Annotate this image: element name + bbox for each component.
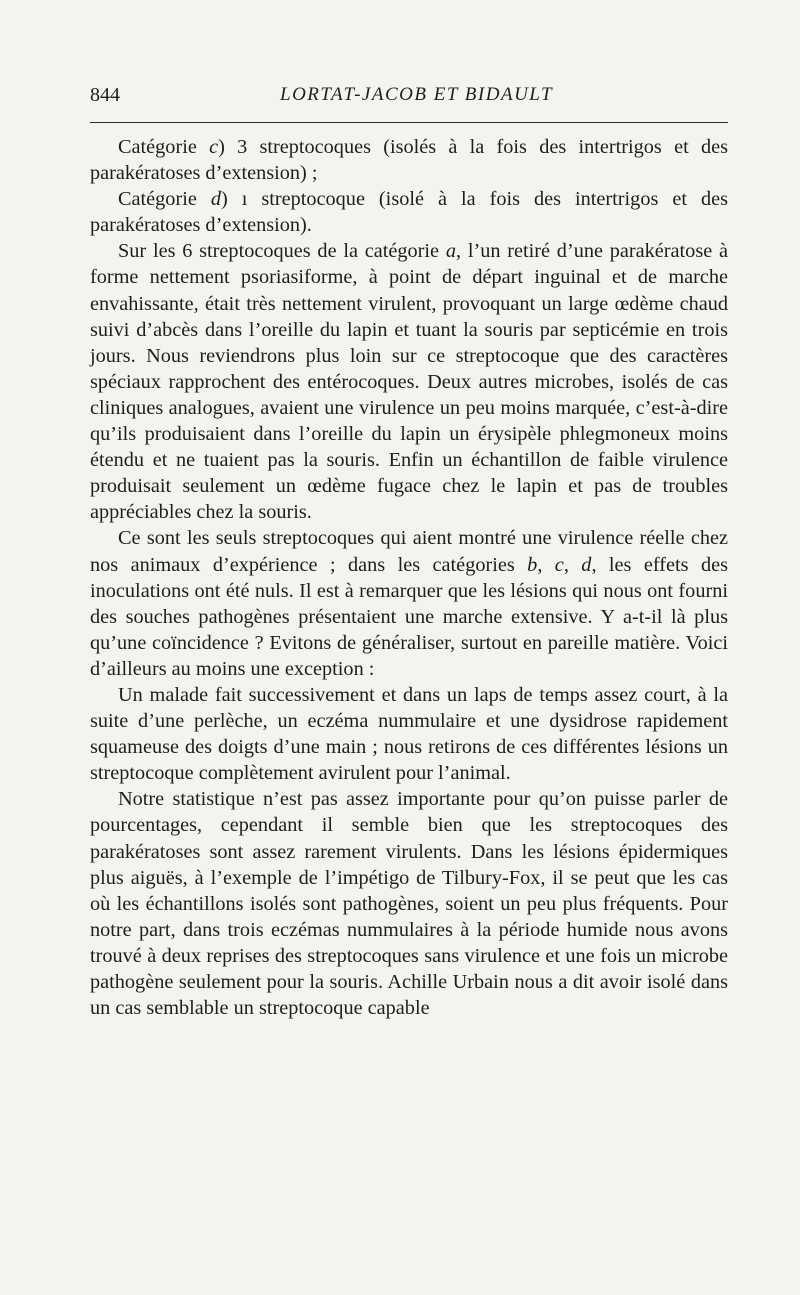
- italic-letter: c: [209, 136, 219, 158]
- body-text: [90, 134, 728, 1021]
- running-title: LORTAT-JACOB ET BIDAULT: [280, 84, 554, 105]
- italic-letter: d: [210, 188, 221, 211]
- paragraph-categorie-c: [90, 134, 728, 186]
- text-span: ,: [563, 553, 582, 576]
- text-span: Ce sont les seuls streptocoques qui aient montré une virulence réelle chez nos animaux d’expérience ; dans les catégories: [90, 527, 728, 576]
- italic-letter: a: [445, 240, 456, 263]
- text-span: Catégorie: [118, 136, 210, 158]
- book-page: [90, 84, 728, 1020]
- text-span: Catégorie: [118, 188, 211, 211]
- text-span: , l’un retiré d’une parakératose à forme nettement psoriasiforme, à point de départ inguinal et de marche envahissante, était très nettement virulent, provoquant un large œdème chaud suivi d’abcès dans l’oreille du lapin et tuant la souris par septicémie en trois jours. Nous reviendrons plus loin sur ce streptocoque que des caractères spéciaux rapprochent des entérocoques. Deux autres microbes, isolés de cas cliniques analogues, avaient une virulence un peu moins marquée, c’est-à-dire qu’ils produisaient dans l’oreille du lapin un érysipèle phlegmoneux moins étendu et ne tuaient pas la souris. Enfin un échantillon de faible virulence produisait seulement un œdème fugace chez le lapin et pas de troubles appréciables chez la souris.: [90, 240, 728, 524]
- text-span: ) ı streptocoque (isolé à la fois des intertrigos et des parakératoses d’extension).: [90, 188, 728, 237]
- text-span: Sur les 6 streptocoques de la catégorie: [118, 240, 446, 263]
- paragraph-malade: Un malade fait successivement et dans un laps de temps assez court, à la suite d’une perlèche, un eczéma nummulaire et une dysidrose rapidement squameuse des doigts d’une main ; nous retirons de ces différentes lésions un streptocoque complètement avirulent pour l’animal.: [90, 683, 728, 785]
- paragraph-statistique: Notre statistique n’est pas assez importante pour qu’on puisse parler de pourcentages, cependant il semble bien que les streptocoques des parakératoses sont assez rarement virulents. Dans les lésions épidermiques plus aiguës, à l’exemple de l’impétigo de Tilbury-Fox, il se peut que les cas où les échantillons isolés sont pathogènes, soient un peu plus fréquents. Pour notre part, dans trois eczémas nummulaires à la période humide nous avons trouvé à deux reprises des streptocoques sans virulence et une fois un microbe pathogène seulement pour la souris. Achille Urbain nous a dit avoir isolé dans un cas semblable un streptocoque capable: [90, 788, 728, 1020]
- text-span: ) 3 streptocoques (isolés à la fois des intertrigos et des parakératoses d’extension) ;: [90, 136, 728, 185]
- paragraph-virulence: [90, 525, 728, 682]
- paragraph-categorie-d: [90, 186, 728, 238]
- page-number: 844: [90, 84, 120, 106]
- italic-letter: c: [554, 553, 564, 576]
- paragraph-categorie-a: [90, 238, 728, 525]
- header-rule: [90, 122, 728, 123]
- italic-letter: d: [581, 553, 592, 576]
- page-header: [90, 84, 728, 114]
- text-span: , les effets des inoculations ont été nuls. Il est à remarquer que les lésions qui nous ont fourni des souches pathogènes présentaient une marche extensive. Y a-t-il là plus qu’une coïncidence ? Evitons de généraliser, surtout en pareille matière. Voici d’ailleurs au moins une exception :: [90, 553, 728, 680]
- italic-letter: b: [527, 553, 538, 576]
- text-span: ,: [537, 553, 555, 576]
